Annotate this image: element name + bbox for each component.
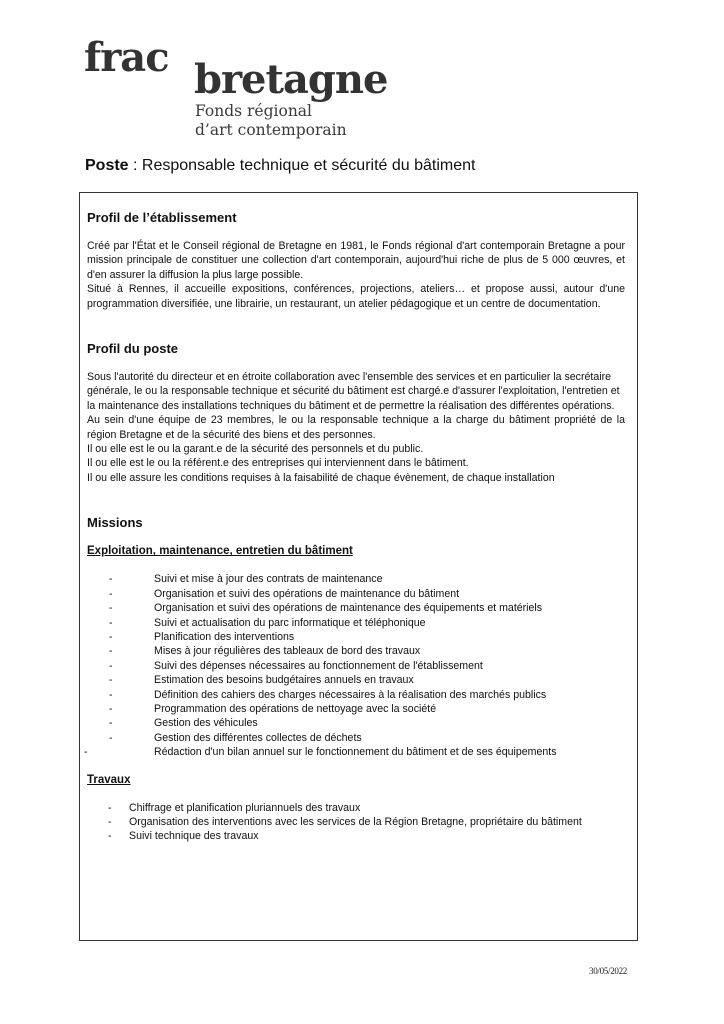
dash-bullet-icon: - (109, 674, 113, 687)
dash-bullet-icon: - (109, 731, 113, 744)
dash-bullet-icon: - (109, 587, 113, 600)
section-title-etablissement: Profil de l’établissement (87, 210, 237, 225)
subsection-title-travaux: Travaux (87, 773, 131, 786)
dash-bullet-icon: - (109, 573, 113, 586)
poste-paragraph-3: Il ou elle est le ou la garant.e de la sécurité des personnels et du public. (87, 443, 424, 456)
list-item: - Suivi technique des travaux (108, 830, 259, 843)
list-item: - Organisation et suivi des opérations de maintenance des équipements et matériels (109, 602, 543, 615)
etablissement-paragraph-1: Créé par l'État et le Conseil régional de Bretagne en 1981, le Fonds régional d'art contemporain Bretagne a pour mission principale de constituer une collection d'art contemporain, aujourd'hui riche de plus de 5 000 œuvres, et d'en assurer la diffusion la plus large possible. (87, 240, 625, 281)
poste-paragraph-5: Il ou elle assure les conditions requises à la faisabilité de chaque évènement, de chaque installation (87, 471, 555, 484)
list-item: - Planification des interventions (109, 630, 295, 643)
dash-bullet-icon: - (109, 602, 113, 615)
list-item: - Rédaction d'un bilan annuel sur le fonctionnement du bâtiment et de ses équipements (84, 746, 557, 759)
job-title (85, 157, 475, 175)
job-title-label: Poste (85, 157, 129, 174)
exploitation-list (84, 572, 625, 759)
list-item: - Suivi des dépenses nécessaires au fonctionnement de l'établissement (109, 659, 483, 672)
list-item: - Définition des cahiers des charges nécessaires à la réalisation des marchés publics (109, 688, 547, 701)
dash-bullet-icon: - (109, 659, 113, 672)
dash-bullet-icon: - (109, 688, 113, 701)
job-title-value: Responsable technique et sécurité du bâtiment (141, 157, 476, 174)
logo-frac-text: frac (84, 34, 169, 81)
list-item: - Chiffrage et planification pluriannuels des travaux (108, 801, 361, 814)
logo-subtitle-2: d’art contemporain (195, 121, 347, 139)
list-item: - Mises à jour régulières des tableaux de bord des travaux (109, 645, 421, 658)
poste-paragraph-1: Sous l'autorité du directeur et en étroite collaboration avec l'ensemble des services et en particulier la secrétaire générale, le ou la responsable technique et sécurité du bâtiment est chargé.e d'assurer l'exploitation, l'entretien et la maintenance des installations techniques du bâtiment et de permettre la réalisation des différentes opérations. (87, 371, 620, 412)
document-date: 30/05/2022 (589, 966, 628, 976)
dash-bullet-icon: - (84, 746, 88, 759)
list-item: - Gestion des véhicules (109, 717, 258, 730)
dash-bullet-icon: - (109, 717, 113, 730)
list-item: - Gestion des différentes collectes de déchets (109, 731, 362, 744)
dash-bullet-icon: - (109, 645, 113, 658)
poste-paragraph-2: Au sein d'une équipe de 23 membres, le ou la responsable technique a la charge du bâtiment propriété de la région Bretagne et de la sécurité des biens et des personnes. (87, 414, 625, 441)
logo-bretagne-text: bretagne (194, 56, 388, 103)
dash-bullet-icon: - (109, 630, 113, 643)
list-item: - Organisation et suivi des opérations de maintenance du bâtiment (109, 587, 460, 600)
dash-bullet-icon: - (109, 702, 113, 715)
list-item: - Suivi et actualisation du parc informatique et téléphonique (109, 616, 426, 629)
list-item: - Estimation des besoins budgétaires annuels en travaux (109, 674, 414, 687)
dash-bullet-icon: - (108, 830, 112, 843)
etablissement-paragraph-2: Situé à Rennes, il accueille expositions, conférences, projections, ateliers… et propose aussi, autour d'une programmation diversifiée, une librairie, un restaurant, un atelier pédagogique et un centre de documentation. (87, 283, 625, 310)
subsection-title-exploitation: Exploitation, maintenance, entretien du bâtiment (87, 545, 353, 558)
list-item: - Programmation des opérations de nettoyage avec la société (109, 702, 437, 715)
list-item: - Organisation des interventions avec les services de la Région Bretagne, propriétaire du bâtiment (108, 815, 582, 828)
dash-bullet-icon: - (108, 801, 112, 814)
dash-bullet-icon: - (108, 815, 112, 828)
list-item: - Suivi et mise à jour des contrats de maintenance (109, 573, 383, 586)
section-title-poste: Profil du poste (87, 341, 178, 357)
job-title-separator: : (128, 157, 142, 174)
section-title-missions: Missions (87, 515, 143, 531)
job-description-content (84, 210, 625, 844)
logo-subtitle-1: Fonds régional (195, 102, 312, 120)
travaux-list (87, 801, 625, 844)
dash-bullet-icon: - (109, 616, 113, 629)
poste-paragraph-4: Il ou elle est le ou la référent.e des entreprises qui interviennent dans le bâtiment. (87, 457, 469, 470)
